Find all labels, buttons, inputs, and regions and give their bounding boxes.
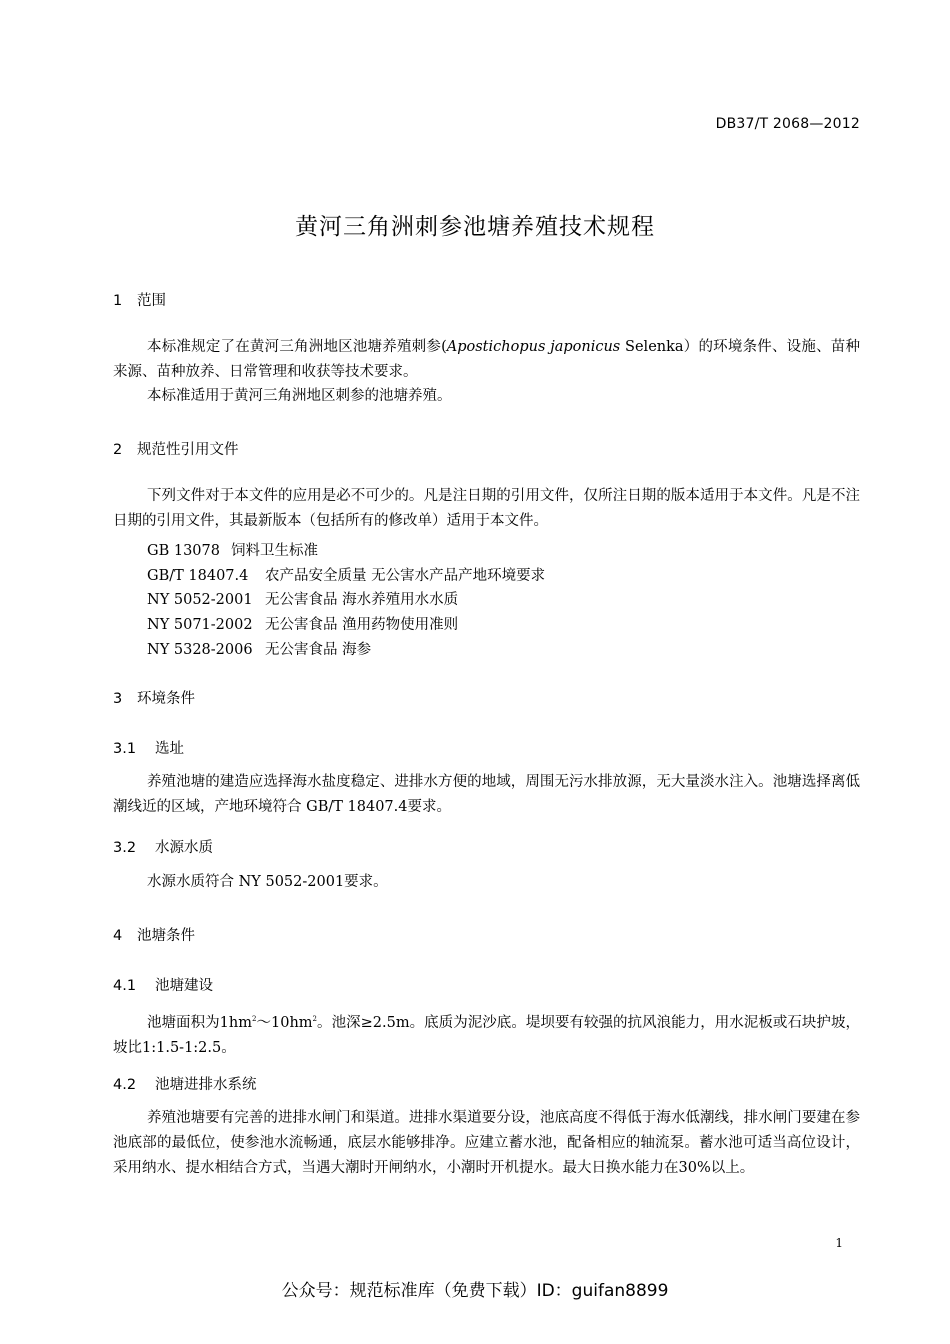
reference-title: 无公害食品 海参 — [265, 642, 372, 658]
section-number: 3 — [113, 691, 123, 707]
text-span: 本标准规定了在黄河三角洲地区池塘养殖刺参( — [147, 339, 447, 355]
document-code: DB37/T 2068—2012 — [715, 116, 860, 132]
reference-item — [147, 564, 545, 585]
reference-title: 无公害食品 渔用药物使用准则 — [265, 617, 459, 633]
section-1-heading — [113, 289, 166, 310]
reference-title: 无公害食品 海水养殖用水水质 — [265, 592, 459, 608]
section-4-heading — [113, 924, 195, 945]
section-title: 池塘建设 — [155, 978, 213, 994]
section-title: 水源水质 — [155, 840, 213, 856]
page-number: 1 — [835, 1236, 843, 1250]
section-title: 池塘进排水系统 — [155, 1077, 257, 1093]
reference-title: 饲料卫生标准 — [231, 543, 318, 559]
section-3-1-paragraph: 养殖池塘的建造应选择海水盐度稳定、进排水方便的地域，周围无污水排放源，无大量淡水注入。池塘选择离低潮线近的区域，产地环境符合 GB/T 18407.4要求。 — [113, 774, 860, 815]
footer-watermark: 公众号：规范标准库（免费下载）ID：guifan8899 — [281, 1281, 669, 1301]
text-span: ～10hm — [256, 1015, 313, 1031]
superscript: 2 — [251, 1015, 257, 1023]
section-number: 2 — [113, 442, 123, 458]
text-span: 。池深≥2.5m。底质为泥沙底。堤坝要有较强的抗风浪能力，用水泥板或石块护坡，坡比1:1.5-1:2.5。 — [113, 1015, 860, 1056]
document-title: 黄河三角洲刺参池塘养殖技术规程 — [295, 214, 655, 240]
section-title: 池塘条件 — [137, 928, 195, 944]
reference-item — [147, 638, 371, 659]
section-3-2-heading — [113, 836, 213, 857]
reference-item — [147, 588, 458, 609]
superscript: 2 — [312, 1015, 318, 1023]
text-span: Selenka）的环境条件、设施、苗种来源、苗种放养、日常管理和收获等技术要求。 — [113, 339, 860, 380]
section-title: 选址 — [155, 741, 184, 757]
reference-code: GB/T 18407.4 — [147, 568, 249, 584]
section-number: 4.2 — [113, 1077, 137, 1093]
section-number: 4 — [113, 928, 123, 944]
reference-code: NY 5052-2001 — [147, 592, 253, 608]
section-4-2-heading — [113, 1073, 257, 1094]
section-title: 规范性引用文件 — [137, 442, 239, 458]
reference-item — [147, 539, 318, 560]
reference-code: NY 5071-2002 — [147, 617, 253, 633]
section-4-1-paragraph — [113, 1007, 860, 1061]
section-number: 1 — [113, 293, 123, 309]
section-2-paragraph-1: 下列文件对于本文件的应用是必不可少的。凡是注日期的引用文件，仅所注日期的版本适用于本文件。凡是不注日期的引用文件，其最新版本（包括所有的修改单）适用于本文件。 — [113, 488, 860, 529]
section-2-heading — [113, 438, 239, 459]
reference-code: GB 13078 — [147, 543, 220, 559]
reference-title: 农产品安全质量 无公害水产品产地环境要求 — [265, 568, 546, 584]
section-4-1-heading — [113, 974, 213, 995]
section-number: 4.1 — [113, 978, 137, 994]
section-3-2-paragraph: 水源水质符合 NY 5052-2001要求。 — [147, 874, 388, 890]
section-number: 3.1 — [113, 741, 137, 757]
text-span: 池塘面积为1hm — [147, 1015, 252, 1031]
reference-item — [147, 613, 458, 634]
section-number: 3.2 — [113, 840, 137, 856]
section-3-heading — [113, 687, 195, 708]
scientific-name: Apostichopus japonicus — [446, 339, 621, 355]
section-1-paragraph-2: 本标准适用于黄河三角洲地区刺参的池塘养殖。 — [147, 388, 452, 404]
section-4-2-paragraph: 养殖池塘要有完善的进排水闸门和渠道。进排水渠道要分设，池底高度不得低于海水低潮线，排水闸门要建在参池底部的最低位，使参池水流畅通，底层水能够排净。应建立蓄水池，配备相应的轴流泵。蓄水池可适当高位设计，采用纳水、提水相结合方式，当遇大潮时开闸纳水，小潮时开机提水。最大日换水能力在30%以上。 — [113, 1110, 860, 1176]
reference-code: NY 5328-2006 — [147, 642, 253, 658]
section-title: 范围 — [137, 293, 166, 309]
section-title: 环境条件 — [137, 691, 195, 707]
section-1-paragraph-1 — [113, 335, 860, 385]
section-3-1-heading — [113, 737, 184, 758]
